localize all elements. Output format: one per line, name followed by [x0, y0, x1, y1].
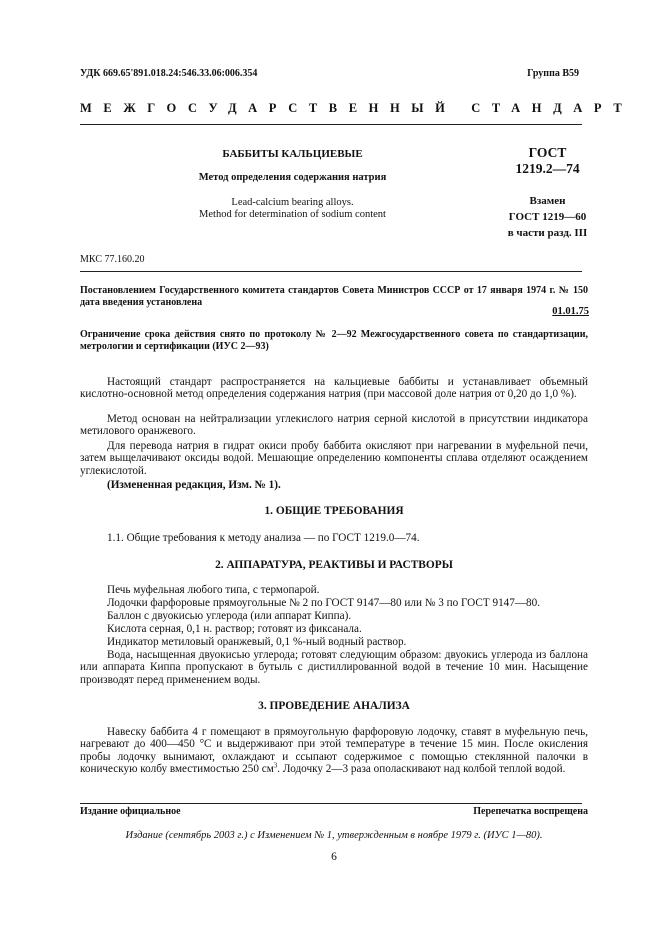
intro-paragraph-2: Метод основан на нейтрализации углекислого натрия серной кислотой в присутствии индикатора метилового оранжевого.: [80, 413, 588, 438]
banner-rule: [80, 124, 582, 125]
section-3-text-main: Навеску баббита 4 г помещают в прямоугольную фарфоровую лодочку, ставят в муфельную печь, нагревают до 400—450 °С и выдерживают при этой температуре в течение 15 мин. После окисления пробы лодочку вынимают, охлаждают и ссыпают содержимое с помощью стеклянной палочки в коническую колбу вместимостью 250 см: [80, 726, 588, 775]
water-preparation: Вода, насыщенная двуокисью углерода; готовят следующим образом: двуокись углерода из баллона или аппарата Киппа пропускают в бутыль с дистиллированной водой в течение 10 мин. Насыщение производят перед применением воды.: [80, 649, 588, 686]
intro-paragraph-3: Для перевода натрия в гидрат окиси пробу баббита окисляют при нагревании в муфельной печи, затем выщелачивают оксиды водой. Мешающие определению компоненты сплава отделяют осаждением углекислотой.: [80, 440, 588, 477]
standard-banner: МЕЖГОСУДАРСТВЕННЫЙ СТАНДАРТ: [80, 101, 634, 115]
reprint-prohibited-label: Перепечатка воспрещена: [473, 806, 588, 817]
cubic-superscript: 3: [273, 761, 278, 770]
english-title-line2: Method for determination of sodium content: [199, 209, 386, 220]
document-title: БАББИТЫ КАЛЬЦИЕВЫЕ: [222, 148, 363, 160]
intro-paragraph-1: Настоящий стандарт распространяется на кальциевые баббиты и устанавливает объемный кислотно-основной метод определения содержания натрия (при массовой доле натрия от 0,20 до 1,0 %).: [80, 376, 588, 401]
equipment-item: Баллон с двуокисью углерода (или аппарат Киппа).: [107, 610, 352, 622]
replaces-part: в части разд. III: [507, 227, 588, 239]
decree-date: 01.01.75: [552, 306, 589, 317]
section-3-text-end: . Лодочку 2—3 раза ополаскивают над колбой теплой водой.: [277, 762, 566, 775]
section-3-heading: 3. ПРОВЕДЕНИЕ АНАЛИЗА: [258, 700, 410, 712]
group-code: Группа В59: [527, 68, 579, 79]
restriction-text: Ограничение срока действия снято по протоколу № 2—92 Межгосударственного совета по стандартизации, метрологии и сертификации (ИУС 2—93): [80, 329, 588, 352]
equipment-item: Индикатор метиловый оранжевый, 0,1 %-ный водный раствор.: [107, 636, 407, 648]
section-1-text: 1.1. Общие требования к методу анализа — по ГОСТ 1219.0—74.: [107, 532, 420, 544]
page-number: 6: [331, 851, 337, 863]
replaces-label: Взамен: [529, 195, 566, 207]
equipment-item: Печь муфельная любого типа, с термопарой.: [107, 584, 320, 596]
equipment-item: Лодочки фарфоровые прямоугольные № 2 по ГОСТ 9147—80 или № 3 по ГОСТ 9147—80.: [107, 597, 541, 609]
equipment-item: Кислота серная, 0,1 н. раствор; готовят из фиксанала.: [107, 623, 362, 635]
gost-label: ГОСТ: [528, 145, 567, 160]
official-edition-label: Издание официальное: [80, 806, 181, 817]
document-subtitle: Метод определения содержания натрия: [198, 172, 387, 183]
edition-note: Издание (сентябрь 2003 г.) с Изменением № 1, утвержденным в ноябре 1979 г. (ИУС 1—80).: [125, 830, 543, 841]
decree-text: Постановлением Государственного комитета стандартов Совета Министров СССР от 17 января 1974 г. № 150 дата введения установлена: [80, 285, 588, 308]
section-3-text: [80, 726, 588, 775]
footer-rule: [80, 803, 582, 804]
udk-code: УДК 669.65'891.018.24:546.33.06:006.354: [80, 68, 258, 79]
section-2-heading: 2. АППАРАТУРА, РЕАКТИВЫ И РАСТВОРЫ: [215, 559, 453, 571]
replaces-doc: ГОСТ 1219—60: [508, 211, 587, 223]
english-title-line1: Lead-calcium bearing alloys.: [231, 197, 354, 208]
mks-rule: [80, 271, 582, 272]
mks-code: МКС 77.160.20: [80, 254, 145, 265]
revision-note: (Измененная редакция, Изм. № 1).: [107, 479, 281, 491]
section-1-heading: 1. ОБЩИЕ ТРЕБОВАНИЯ: [264, 505, 404, 517]
gost-number: 1219.2—74: [515, 161, 580, 176]
